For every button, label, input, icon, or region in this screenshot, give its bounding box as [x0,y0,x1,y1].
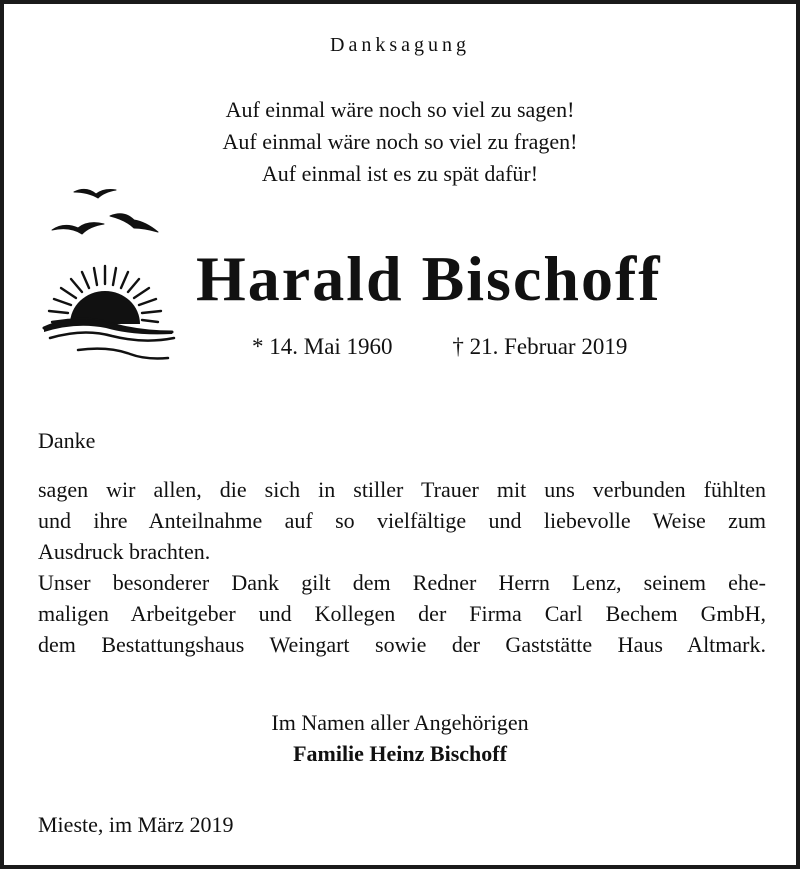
poem-line: Auf einmal ist es zu spät dafür! [261,161,539,186]
body-line: Ausdruck brachten. [38,539,211,564]
birds-sunrise-icon [34,182,184,367]
poem-line: Auf einmal wäre noch so viel zu sagen! [225,97,575,122]
life-dates [252,334,627,360]
body-line: Unser besonderer Dank gilt dem Redner Herrn Lenz, seinem ehe- [38,570,766,595]
signature-block [4,707,796,769]
thanks-word: Danke [38,428,96,453]
body-line: und ihre Anteilnahme auf so vielfältige und liebevolle Weise zum [38,508,766,533]
notice-heading: Danksagung [330,34,470,56]
body-line: maligen Arbeitgeber und Kollegen der Firma Carl Bechem GmbH, [38,601,766,626]
poem-line: Auf einmal wäre noch so viel zu fragen! [222,129,578,154]
place-date: Mieste, im März 2019 [38,812,234,837]
death-date: † 21. Februar 2019 [452,334,628,359]
poem [4,94,796,190]
deceased-name: Harald Bischoff [196,243,662,314]
sign-line: Im Namen aller Angehörigen [271,710,529,735]
body-line: sagen wir allen, die sich in stiller Trauer mit uns verbunden fühlten [38,477,766,502]
family-name: Familie Heinz Bischoff [293,741,507,766]
birth-date: * 14. Mai 1960 [252,334,393,359]
body-line: dem Bestattungshaus Weingart sowie der Gaststätte Haus Altmark. [38,632,766,657]
thanks-paragraph [38,474,766,660]
